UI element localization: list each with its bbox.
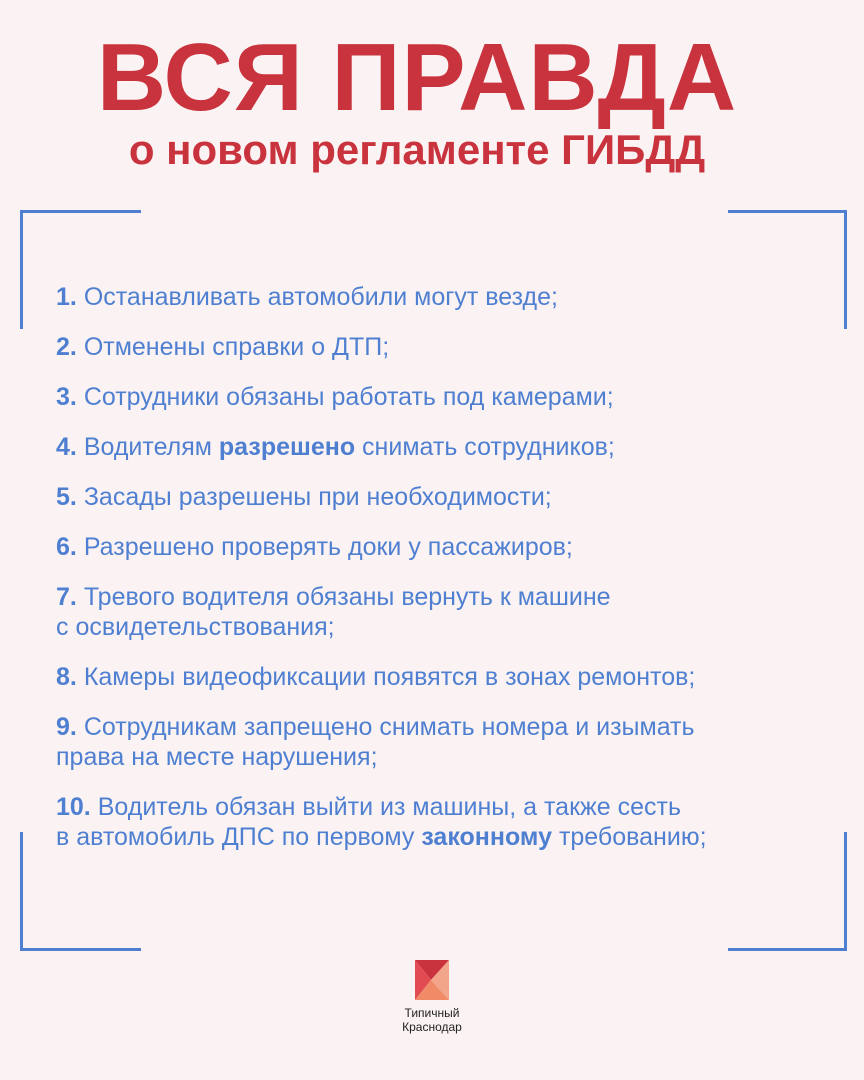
list-item <box>56 662 846 692</box>
item-text-line1: Тревого водителя обязаны вернуть к машине <box>83 583 611 611</box>
typical-krasnodar-logo-icon <box>413 960 451 1000</box>
item-text-line2: с освидетельствования; <box>56 613 335 641</box>
item-text-line1: Водитель обязан выйти из машины, а также сесть <box>97 793 681 821</box>
item-text-bold: разрешено <box>218 433 356 461</box>
logo-text <box>0 1006 864 1034</box>
list-item <box>56 332 846 362</box>
item-text: Разрешено проверять доки у пассажиров; <box>83 533 573 561</box>
item-text: Сотрудники обязаны работать под камерами; <box>83 383 614 411</box>
item-number: 8. <box>56 663 77 691</box>
item-number: 6. <box>56 533 77 561</box>
rules-list <box>56 282 846 852</box>
item-number: 1. <box>56 283 77 311</box>
item-text: Засады разрешены при необходимости; <box>83 483 552 511</box>
item-text: Камеры видеофиксации появятся в зонах ремонтов; <box>83 663 696 691</box>
item-text-line2: права на месте нарушения; <box>56 743 378 771</box>
brand-logo <box>0 960 864 1034</box>
page-title: ВСЯ ПРАВДА <box>96 24 738 131</box>
item-text-line2-before: в автомобиль ДПС по первому <box>56 823 422 851</box>
list-item <box>56 712 846 772</box>
item-number: 3. <box>56 383 77 411</box>
list-item <box>56 532 846 562</box>
item-text-line1: Сотрудникам запрещено снимать номера и изымать <box>83 713 695 741</box>
item-number: 7. <box>56 583 77 611</box>
logo-line-1: Типичный <box>404 1006 460 1020</box>
item-number: 5. <box>56 483 77 511</box>
item-text-line2-after: требованию; <box>552 823 707 851</box>
item-text: Отменены справки о ДТП; <box>83 333 390 361</box>
list-item <box>56 432 846 462</box>
item-number: 4. <box>56 433 77 461</box>
logo-line-2: Краснодар <box>402 1020 462 1034</box>
item-text-bold: законному <box>421 823 552 851</box>
item-number: 10. <box>56 793 91 821</box>
list-item <box>56 382 846 412</box>
item-text-before: Водителям <box>83 433 219 461</box>
page-subtitle: о новом регламенте ГИБДД <box>128 126 706 173</box>
list-item <box>56 482 846 512</box>
item-text: Останавливать автомобили могут везде; <box>83 283 558 311</box>
list-item <box>56 582 846 642</box>
item-number: 2. <box>56 333 77 361</box>
item-text-after: снимать сотрудников; <box>355 433 615 461</box>
list-item <box>56 792 846 852</box>
item-number: 9. <box>56 713 77 741</box>
list-item <box>56 282 846 312</box>
